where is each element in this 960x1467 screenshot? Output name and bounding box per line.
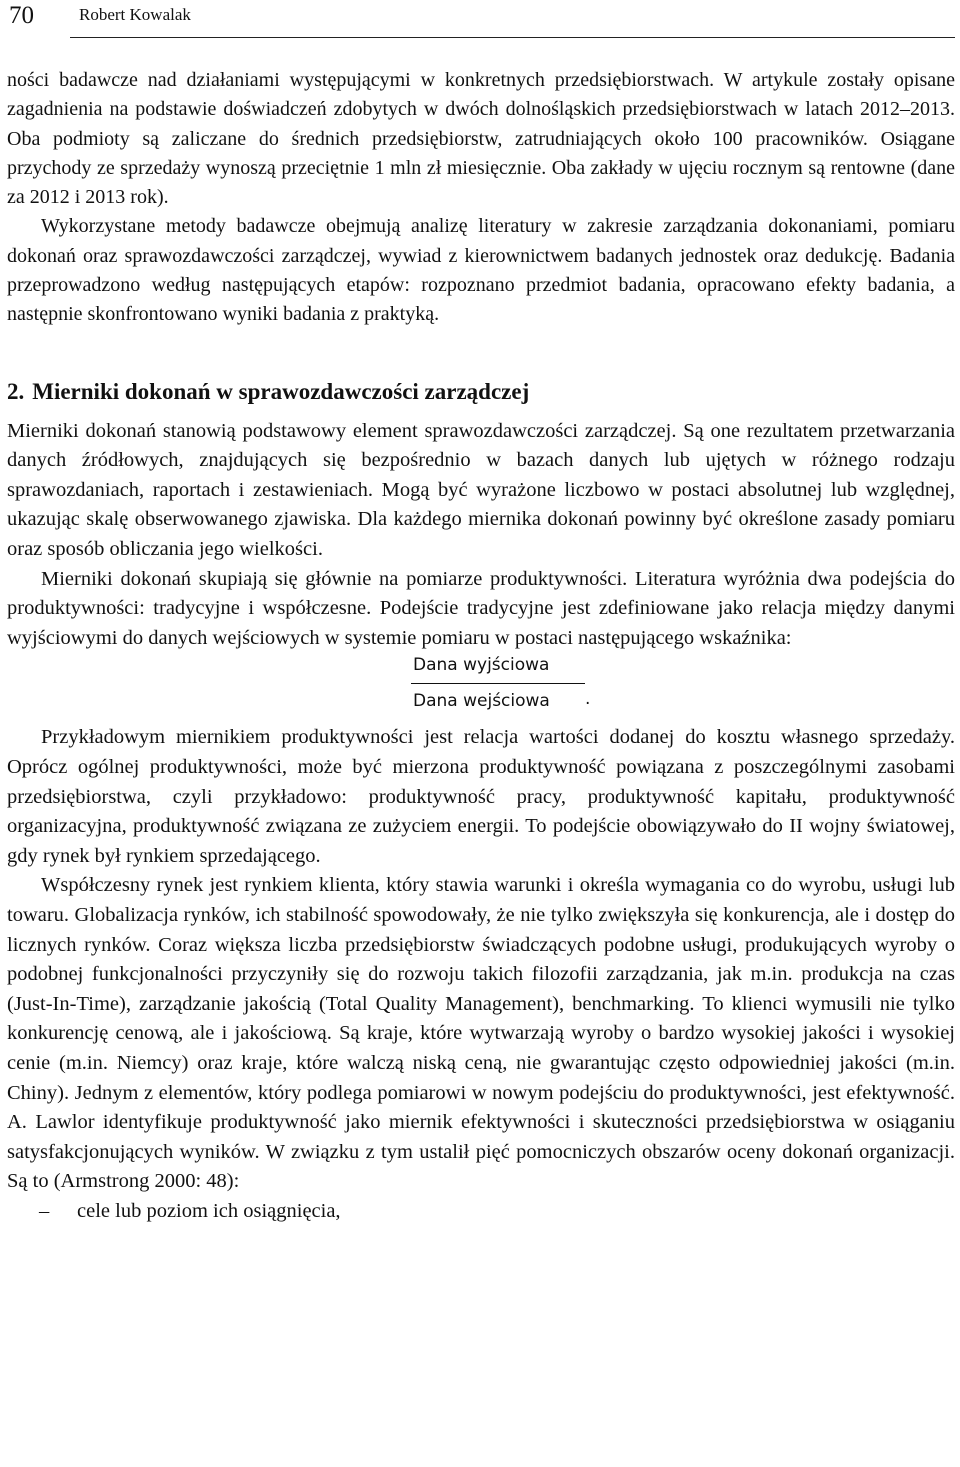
- paragraph: Mierniki dokonań stanowią podstawowy element sprawozdawczości zarządczej. Są one rezultatem przetwarzania danych źródłowych, znajdujących się bezpośrednio w bazach danych lub ujętych w różnego rodzaju sprawozdaniach, raportach i zestawieniach. Mogą być wyrażone liczbowo w postaci absolutnej lub względnej, ukazując skalę obserwowanego zjawiska. Dla każdego miernika dokonań powinny być określone zasady pomiaru oraz sposób obliczania jego wielkości.: [7, 419, 955, 561]
- header-rule: [70, 37, 955, 38]
- formula-denominator: Dana wejściowa: [413, 691, 550, 712]
- section-title: Mierniki dokonań w sprawozdawczości zarządczej: [32, 378, 530, 404]
- paragraph: Wykorzystane metody badawcze obejmują analizę literatury w zakresie zarządzania dokonaniami, pomiaru dokonań oraz sprawozdawczości zarządczej, wywiad z kierownictwem badanych jednostek oraz dedukcję. Badania przeprowadzono według następujących etapów: rozpoznano przedmiot badania, opracowano efekty badania, a następnie skonfrontowano wyniki badania z praktyką.: [7, 215, 955, 326]
- formula-period: .: [585, 689, 591, 710]
- paragraph: Przykładowym miernikiem produktywności jest relacja wartości dodanej do kosztu własnego sprzedaży. Oprócz ogólnej produktywności, może być mierzona produktywność powiązana z poszczególnymi zasobami przedsiębiorstwa, czyli przykładowo: produktywność pracy, produktywność kapitału, produktywność organizacyjna, produktywność związana ze zużyciem energii. To podejście obowiązywało do II wojny światowej, gdy rynek był rynkiem sprzedającego.: [7, 726, 955, 867]
- page-number: 70: [9, 2, 34, 29]
- formula-numerator: Dana wyjściowa: [413, 655, 550, 676]
- paragraph: Współczesny rynek jest rynkiem klienta, który stawia warunki i określa wymagania co do wyrobu, usługi lub towaru. Globalizacja rynków, ich stabilność spowodowały, że nie tylko zwiększyła się konkurencja, ale i dostęp do licznych rynków. Coraz większa liczba przedsiębiorstw świadczących podobne usługi, produkujących wyroby o podobnej funkcjonalności przyczyniły się do rozwoju takich filozofii zarządzania, jak m.in. produkcja na czas (Just-In-Time), zarządzanie jakością (Total Quality Management), benchmarking. To klienci wymusili nie tylko konkurencję cenową, ale i jakościową. Są kraje, które wytwarzają wyroby o bardzo wysokiej jakości i wysokiej cenie (m.in. Niemcy) oraz kraje, które walczą niską ceną, nie gwarantując często odpowiedniej jakości (m.in. Chiny). Jednym z elementów, który podlega pomiarowi w nowym podejściu do produktywności, jest efektywność. A. Lawlor identyfikuje produktywność jako miernik efektywności i skuteczności przedsiębiorstwa w osiąganiu satysfakcjonujących wyników. W związku z tym ustalił pięć pomocniczych obszarów oceny dokonań organizacji. Są to (Armstrong 2000: 48):: [7, 874, 955, 1193]
- running-header-author: Robert Kowalak: [79, 5, 191, 24]
- section-heading: [7, 377, 955, 407]
- list-dash: –: [39, 1199, 50, 1222]
- section-number: 2.: [7, 378, 25, 404]
- paragraph: ności badawcze nad działaniami występującymi w konkretnych przedsiębiorstwach. W artykule zostały opisane zagadnienia na podstawie doświadczeń zdobytych w dwóch dolnośląskich przedsiębiorstwach w latach 2012–2013. Oba podmioty są zaliczane do średnich przedsiębiorstw, zatrudniających około 100 pracowników. Osiągane przychody ze sprzedaży wynoszą przeciętnie 1 mln zł miesięcznie. Oba zakłady w ujęciu rocznym są rentowne (dane za 2012 i 2013 rok).: [7, 69, 955, 209]
- list-item: [7, 1197, 955, 1227]
- running-header: [7, 0, 955, 40]
- page-body: [7, 66, 955, 1227]
- list-item-text: cele lub poziom ich osiągnięcia,: [77, 1199, 341, 1222]
- productivity-formula: [7, 654, 955, 720]
- paragraph: Mierniki dokonań skupiają się głównie na pomiarze produktywności. Literatura wyróżnia dwa podejścia do produktywności: tradycyjne i współczesne. Podejście tradycyjne jest zdefiniowane jako relacja między danymi wyjściowymi do danych wejściowych w systemie pomiaru w postaci następującego wskaźnika:: [7, 567, 955, 649]
- fraction-bar: [411, 683, 585, 684]
